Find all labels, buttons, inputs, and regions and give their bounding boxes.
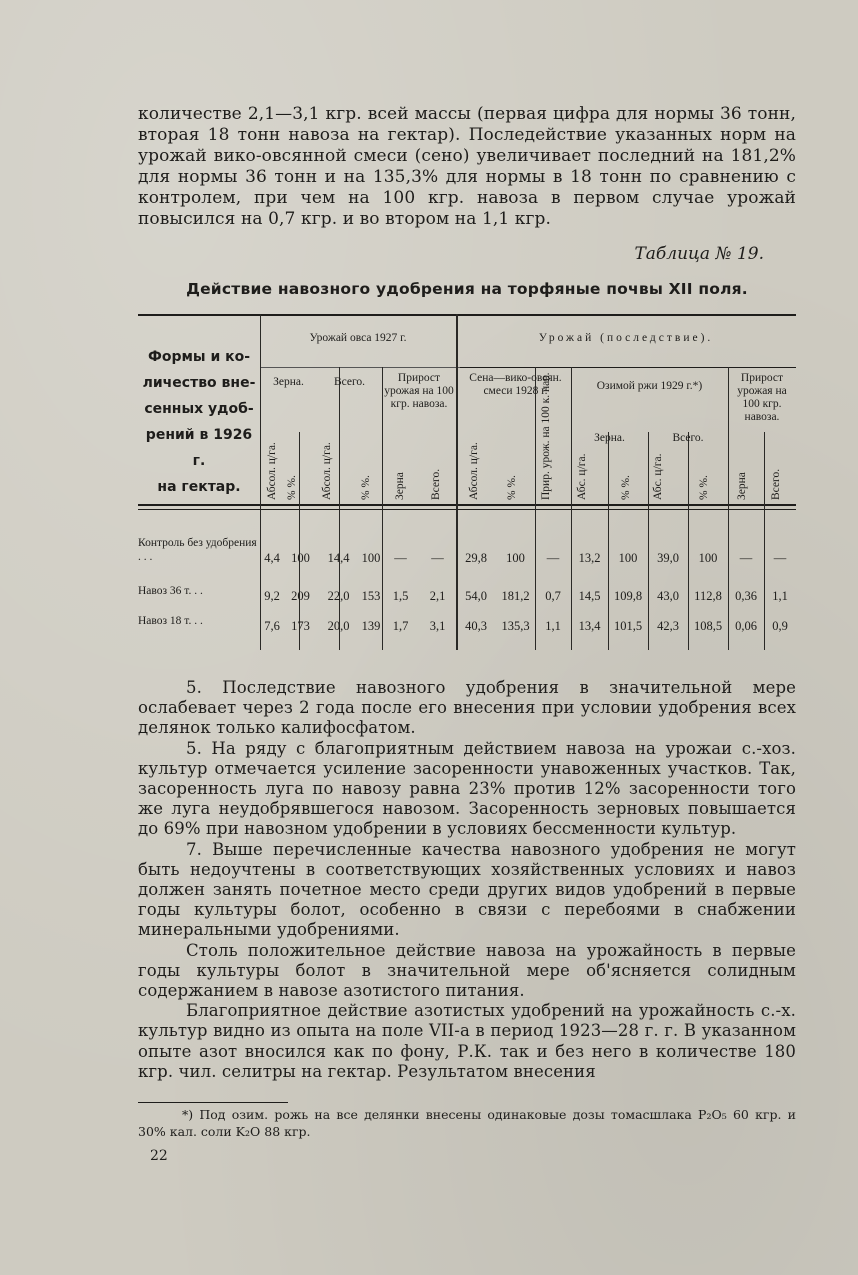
table-cell: 3,1	[429, 619, 446, 633]
table-cell: 139	[361, 619, 381, 633]
footnote-rule	[138, 1102, 288, 1103]
table-cell: 112,8	[694, 589, 722, 603]
paragraph: 5. На ряду с благоприятным действием навоза на урожаи с.-хоз. культур отмечается усиление засоренности унавоженных участков. Так, засоренность луга по навозу равна 23% против 12% засоренности того же луга неудобрявшегося навозом. Засоренность зерновых повышается до 69% при навозном удобрении в условиях бессменности культур.	[138, 738, 796, 839]
table-cell: 13,4	[578, 619, 601, 633]
table-cell: 39,0	[657, 551, 679, 565]
table-cell: 7,6	[264, 619, 280, 633]
table-cell: 4,4	[264, 551, 280, 565]
table-top-rule	[138, 314, 796, 316]
rye-gain-header: Прирост урожая на 100 кгр. навоза.	[737, 372, 787, 423]
table-cell: 22,0	[327, 589, 350, 603]
oats-header: Урожай овса 1927 г.	[309, 332, 407, 344]
table-cell: —	[739, 551, 753, 565]
rye-total-header: Всего.	[672, 432, 704, 444]
table-cell: 0,36	[735, 589, 757, 603]
paragraph: Столь положительное действие навоза на урожайность в первые годы культуры болот в значительной мере об'ясняется солидным содержанием в навозе азотистого питания.	[138, 940, 796, 1001]
footnote: *) Под озим. рожь на все делянки внесены одинаковые дозы томасшлака P₂O₅ 60 кгр. и 30% кал. соли K₂O 88 кгр.	[138, 1107, 796, 1139]
table-cell: 100	[698, 551, 718, 565]
table-cell: 1,1	[772, 589, 788, 603]
table-header-rule	[138, 504, 796, 506]
table-cell: 173	[291, 619, 310, 633]
paragraph: 7. Выше перечисленные качества навозного удобрения не могут быть недоучтены в соответствующих хозяйственных условиях и навоз должен занять почетное место среди других видов удобрений в первые годы культуры болот, особенно в связи с перебоями в снабжении минеральными удобрениями.	[138, 839, 796, 940]
table-cell: 1,7	[392, 619, 409, 633]
table-cell: 108,5	[693, 619, 723, 633]
data-table: Формы и ко- личество вне- сенных удоб- рений в 1926 г. на гектар. Урожай овса 1927 г. Урожай (последствие). Зерна. Всего. Прирост урожая на 100 кгр. навоза. Сена—вико-овсян. смеси 1928 г. Озимой ржи 1929 г.*) Прирост урожая на 100 кгр. навоза. Зерна. Всего. Абсол. ц/га. % %. Абсол. ц/га. % %. Зерна Всего. Абсол. ц/га. % %. Прир. урож. на 100 к. нав. Абс. ц/га. % %. Абс. ц/га. % %. Зерна Всего. Контроль без удобрения . . . Навоз 36 т. . . Навоз 18 т. . . 4,4 100 14,4 100 — — 29,8 100 — 13,2 100 39,0 100 — — 9,2 209 22,0 153 1,5 2,1 54,0 181,2 0,7 14,5 109,8 43,0 112,8 0,36 1,1 7,6 173 20,0 139 1,7 3,1 40,3 135,3 1,1 13,4 101,5 42,3 108,5 0,06 0,9	[138, 314, 796, 650]
table-cell: 153	[361, 589, 381, 603]
after-header: Урожай (последствие).	[538, 332, 714, 344]
table-cell: 1,5	[392, 589, 409, 603]
table-cell: 100	[618, 551, 638, 565]
table-cell: 9,2	[264, 589, 280, 603]
table-cell: 135,3	[501, 619, 530, 633]
table-cell: 181,2	[501, 589, 530, 603]
hay-header: Сена—вико-овсян. смеси 1928 г.	[469, 372, 562, 397]
table-cell: 100	[291, 551, 310, 565]
table-cell: 54,0	[465, 589, 487, 603]
intro-paragraph: количестве 2,1—3,1 кгр. всей массы (первая цифра для нормы 36 тонн, вторая 18 тонн навоза на гектар). Последействие указанных норм на урожай вико-овсянной смеси (сено) увеличивает последний на 181,2% для нормы 36 тонн и на 135,3% для нормы в 18 тонн по сравнению с контролем, при чем на 100 кгр. навоза в первом случае урожай повысился на 0,7 кгр. и во втором на 1,1 кгр.	[138, 104, 796, 229]
oats-header-rule	[260, 367, 460, 368]
table-cell: 14,5	[578, 589, 601, 603]
table-cell: 0,7	[545, 589, 561, 603]
table-cell: 13,2	[578, 551, 601, 565]
table-cell: —	[546, 551, 560, 565]
table-cell: 2,1	[429, 589, 446, 603]
table-header-rule-thin	[138, 509, 796, 510]
body-text	[138, 678, 796, 1082]
rye-grain-header: Зерна.	[594, 432, 625, 444]
paragraph: Благоприятное действие азотистых удобрений на урожайность с.-х. культур видно из опыта на поле VII-а в период 1923—28 г. г. В указанном опыте азот вносился как по фону, Р.К. так и без него в количестве 180 кгр. чил. селитры на гектар. Результатом внесения	[138, 1001, 796, 1081]
table-cell: 20,0	[327, 619, 350, 633]
table-cell: —	[431, 551, 444, 565]
row-label-manure-36: Навоз 36 т. . .	[138, 585, 203, 597]
table-cell: 209	[291, 589, 310, 603]
table-cell: 109,8	[613, 589, 643, 603]
table-cell: —	[773, 551, 787, 565]
page-number: 22	[150, 1148, 168, 1164]
oats-gain-header: Прирост урожая на 100 кгр. навоза.	[384, 372, 454, 410]
table-cell: 0,06	[735, 619, 757, 633]
table-cell: 43,0	[657, 589, 679, 603]
paragraph: 5. Последствие навозного удобрения в значительной мере ослабевает через 2 года после его внесения при условии удобрения всех делянок только калифосфатом.	[138, 678, 796, 738]
table-cell: 101,5	[613, 619, 643, 633]
table-cell: 100	[361, 551, 381, 565]
table-cell: 0,9	[772, 619, 788, 633]
table-cell: —	[394, 551, 407, 565]
after-header-rule	[456, 367, 796, 368]
table-cell: 40,3	[465, 619, 487, 633]
row-label-manure-18: Навоз 18 т. . .	[138, 615, 203, 627]
table-title: Действие навозного удобрения на торфяные почвы XII поля.	[186, 280, 748, 298]
stub-header: Формы и ко- личество вне- сенных удоб- рений в 1926 г. на гектар.	[142, 349, 256, 495]
table-cell: 100	[506, 551, 525, 565]
table-cell: 42,3	[657, 619, 679, 633]
table-cell: 29,8	[465, 551, 487, 565]
table-number: Таблица № 19.	[634, 244, 764, 264]
oats-grain-header: Зерна.	[273, 376, 304, 388]
row-label-control: Контроль без удобрения . . .	[138, 537, 257, 563]
rye-header: Озимой ржи 1929 г.*)	[596, 380, 703, 392]
table-cell: 14,4	[327, 551, 350, 565]
table-cell: 1,1	[545, 619, 561, 633]
oats-total-header: Всего.	[333, 376, 366, 388]
